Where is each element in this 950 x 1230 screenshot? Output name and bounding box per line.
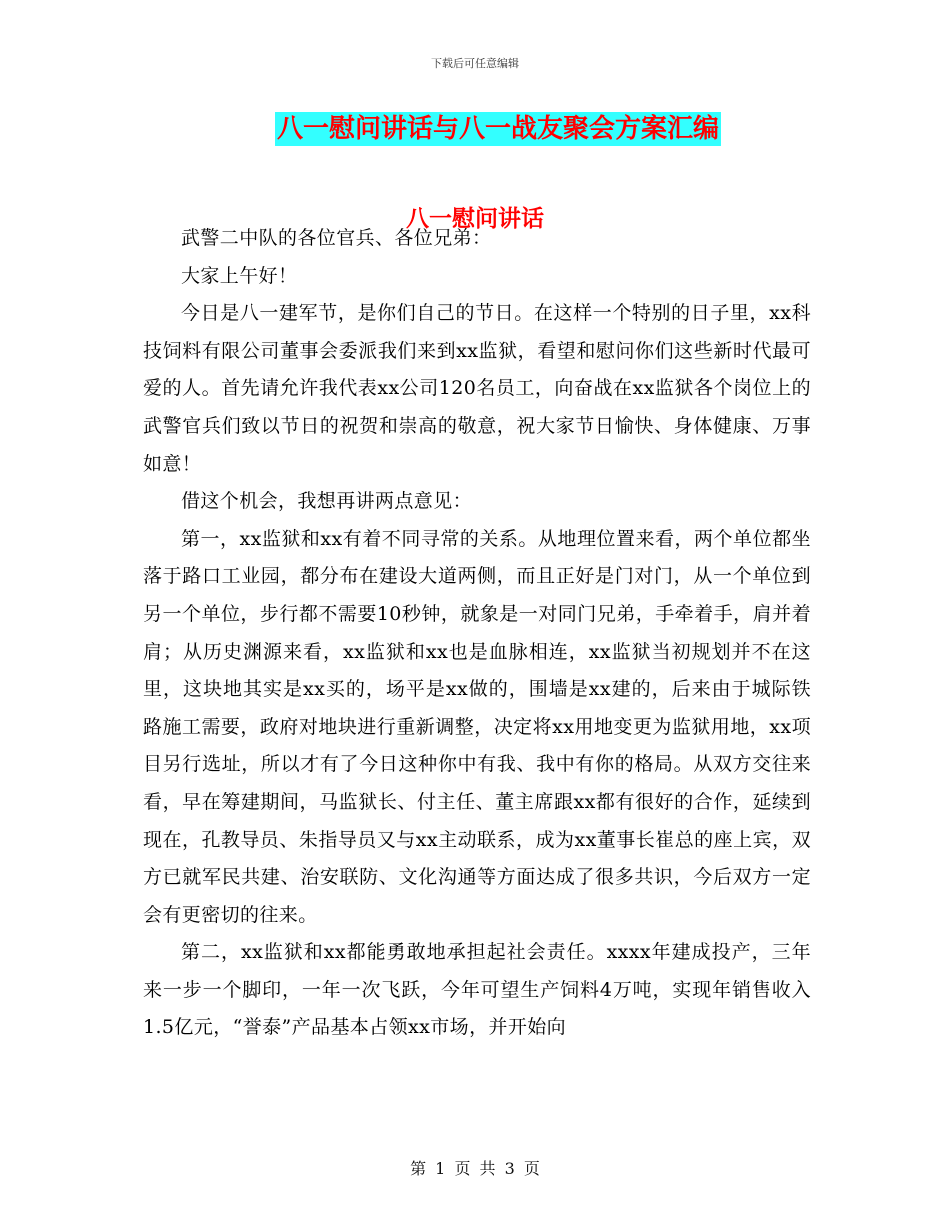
greeting-paragraph: 大家上午好！ xyxy=(181,264,298,287)
document-body xyxy=(143,220,811,1047)
body-paragraph: 借这个机会，我想再讲两点意见： xyxy=(181,490,473,513)
body-paragraph: 第一，xx监狱和xx有着不同寻常的关系。从地理位置来看，两个单位都坐落于路口工业园，都分布在建设大道两侧，而且正好是门对门，从一个单位到另一个单位，步行都不需要10秒钟，就象是一对同门兄弟，手牵着手，肩并着肩；从历史渊源来看，xx监狱和xx也是血脉相连，xx监狱当初规划并不在这里，这块地其实是xx买的，场平是xx做的，围墙是xx建的，后来由于城际铁路施工需要，政府对地块进行重新调整，决定将xx用地变更为监狱用地，xx项目另行选址，所以才有了今日这种你中有我、我中有你的格局。从双方交往来看，早在筹建期间，马监狱长、付主任、董主席跟xx都有很好的合作，延续到现在，孔教导员、朱指导员又与xx主动联系，成为xx董事长崔总的座上宾，双方已就军民共建、治安联防、文化沟通等方面达成了很多共识，今后双方一定会有更密切的往来。 xyxy=(143,527,811,926)
body-paragraph: 今日是八一建军节，是你们自己的节日。在这样一个特别的日子里，xx科技饲料有限公司董事会委派我们来到xx监狱，看望和慰问你们这些新时代最可爱的人。首先请允许我代表xx公司120名员工，向奋战在xx监狱各个岗位上的武警官兵们致以节日的祝贺和崇高的敬意，祝大家节日愉快、身体健康、万事如意！ xyxy=(143,302,811,475)
header-note: 下载后可任意编辑 xyxy=(431,57,519,70)
document-title-wrapper xyxy=(0,112,950,146)
page-footer: 第 1 页 共 3 页 xyxy=(410,1159,540,1178)
document-title: 八一慰问讲话与八一战友聚会方案汇编 xyxy=(276,114,719,144)
salutation-paragraph: 武警二中队的各位官兵、各位兄弟： xyxy=(181,227,492,249)
body-paragraph: 第二，xx监狱和xx都能勇敢地承担起社会责任。xxxx年建成投产，三年来一步一个脚印，一年一次飞跃，今年可望生产饲料4万吨，实现年销售收入1.5亿元，“誉泰”产品基本占领xx市场，并开始向 xyxy=(143,941,811,1039)
section-title: 八一慰问讲话 xyxy=(406,206,544,232)
